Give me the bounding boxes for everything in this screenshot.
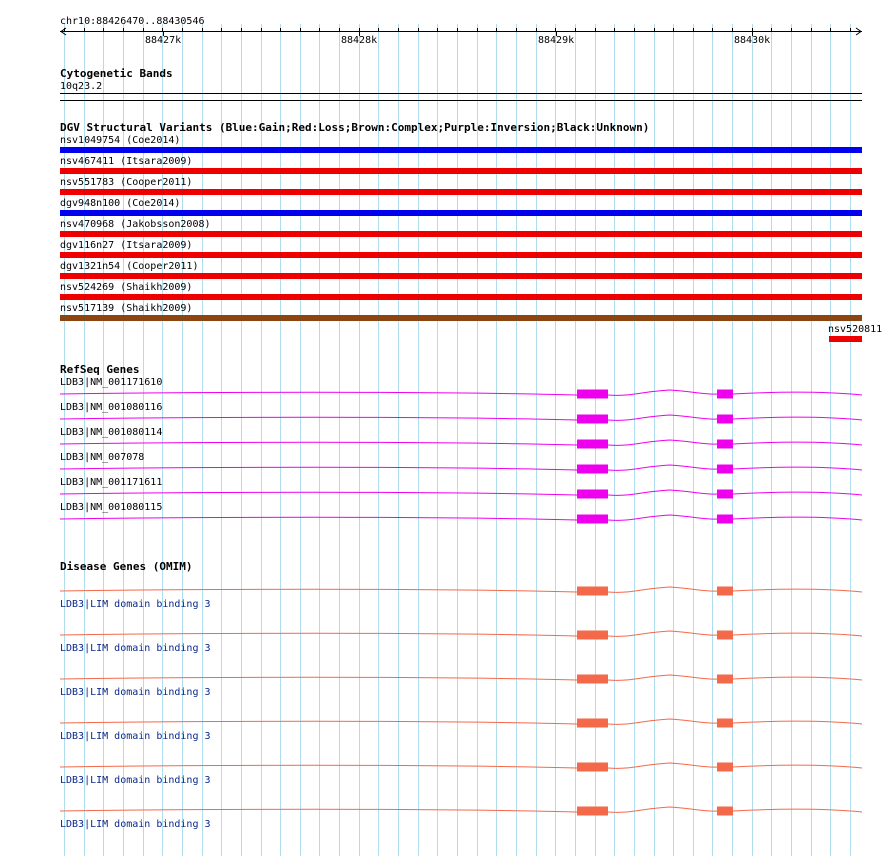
omim-gene-intron-line bbox=[60, 631, 862, 636]
refseq-gene-intron-line bbox=[60, 390, 862, 395]
omim-gene-exon bbox=[717, 587, 733, 596]
refseq-gene-exon bbox=[717, 390, 733, 399]
refseq-gene-exon bbox=[717, 440, 733, 449]
refseq-track-title: RefSeq Genes bbox=[60, 363, 140, 376]
omim-gene-label[interactable]: LDB3|LIM domain binding 3 bbox=[60, 599, 211, 610]
omim-gene-label[interactable]: LDB3|LIM domain binding 3 bbox=[60, 819, 211, 830]
omim-gene-intron-line bbox=[60, 807, 862, 812]
dgv-variant-bar[interactable] bbox=[60, 252, 862, 258]
refseq-gene-exon bbox=[577, 490, 608, 499]
refseq-gene-exon bbox=[717, 415, 733, 424]
refseq-gene-intron-line bbox=[60, 440, 862, 445]
dgv-variant-bar[interactable] bbox=[60, 315, 862, 321]
omim-gene-label[interactable]: LDB3|LIM domain binding 3 bbox=[60, 731, 211, 742]
refseq-gene-exon bbox=[577, 440, 608, 449]
dgv-variant-label[interactable]: nsv517139 (Shaikh2009) bbox=[60, 303, 193, 314]
dgv-variant-bar[interactable] bbox=[60, 294, 862, 300]
refseq-gene-exon bbox=[717, 490, 733, 499]
refseq-gene-exon bbox=[717, 515, 733, 524]
dgv-variant-label[interactable]: dgv1321n54 (Cooper2011) bbox=[60, 261, 199, 272]
dgv-variant-bar[interactable] bbox=[60, 189, 862, 195]
omim-gene-intron-line bbox=[60, 719, 862, 724]
omim-gene-exon bbox=[717, 675, 733, 684]
refseq-gene-exon bbox=[577, 465, 608, 474]
omim-gene-exon bbox=[717, 807, 733, 816]
dgv-variant-bar[interactable] bbox=[60, 168, 862, 174]
omim-gene-exon bbox=[577, 631, 608, 640]
ruler-tick-label: 88429k bbox=[538, 35, 575, 46]
omim-gene-intron-line bbox=[60, 763, 862, 768]
dgv-variant-label[interactable]: nsv467411 (Itsara2009) bbox=[60, 156, 193, 167]
cytoband-track-title: Cytogenetic Bands bbox=[60, 67, 173, 80]
refseq-gene-exon bbox=[577, 515, 608, 524]
refseq-gene-label[interactable]: LDB3|NM_001080116 bbox=[60, 402, 163, 413]
refseq-gene-label[interactable]: LDB3|NM_001171611 bbox=[60, 477, 163, 488]
omim-gene-exon bbox=[577, 763, 608, 772]
dgv-variant-label[interactable]: nsv520811 bbox=[828, 324, 883, 335]
dgv-variant-bar[interactable] bbox=[60, 147, 862, 153]
dgv-variant-label[interactable]: nsv524269 (Shaikh2009) bbox=[60, 282, 193, 293]
refseq-gene-intron-line bbox=[60, 515, 862, 520]
dgv-variant-bar[interactable] bbox=[60, 231, 862, 237]
omim-gene-exon bbox=[717, 631, 733, 640]
omim-gene-label[interactable]: LDB3|LIM domain binding 3 bbox=[60, 775, 211, 786]
region-coordinate-label: chr10:88426470..88430546 bbox=[60, 16, 205, 27]
dgv-variant-bar[interactable] bbox=[60, 273, 862, 279]
refseq-gene-exon bbox=[577, 390, 608, 399]
omim-gene-intron-line bbox=[60, 675, 862, 680]
omim-gene-exon bbox=[577, 587, 608, 596]
omim-gene-intron-line bbox=[60, 587, 862, 592]
dgv-variant-label[interactable]: nsv551783 (Cooper2011) bbox=[60, 177, 193, 188]
ruler-tick-label: 88427k bbox=[145, 35, 182, 46]
omim-gene-label[interactable]: LDB3|LIM domain binding 3 bbox=[60, 687, 211, 698]
refseq-gene-label[interactable]: LDB3|NM_001171610 bbox=[60, 377, 163, 388]
omim-gene-exon bbox=[717, 719, 733, 728]
dgv-variant-label[interactable]: nsv1049754 (Coe2014) bbox=[60, 135, 181, 146]
refseq-gene-intron-line bbox=[60, 415, 862, 420]
refseq-gene-exon bbox=[577, 415, 608, 424]
omim-gene-label[interactable]: LDB3|LIM domain binding 3 bbox=[60, 643, 211, 654]
omim-gene-exon bbox=[717, 763, 733, 772]
refseq-gene-intron-line bbox=[60, 490, 862, 495]
cytoband-label: 10q23.2 bbox=[60, 81, 103, 92]
omim-gene-exon bbox=[577, 719, 608, 728]
ruler-tick-label: 88430k bbox=[734, 35, 771, 46]
omim-gene-exon bbox=[577, 675, 608, 684]
dgv-variant-label[interactable]: dgv948n100 (Coe2014) bbox=[60, 198, 181, 209]
dgv-variant-bar[interactable] bbox=[60, 210, 862, 216]
refseq-gene-label[interactable]: LDB3|NM_001080115 bbox=[60, 502, 163, 513]
refseq-gene-intron-line bbox=[60, 465, 862, 470]
refseq-gene-label[interactable]: LDB3|NM_007078 bbox=[60, 452, 145, 463]
omim-track-title: Disease Genes (OMIM) bbox=[60, 560, 193, 573]
dgv-track-title: DGV Structural Variants (Blue:Gain;Red:Loss;Brown:Complex;Purple:Inversion;Black:Unknown) bbox=[60, 121, 650, 134]
dgv-variant-bar[interactable] bbox=[829, 336, 862, 342]
dgv-variant-label[interactable]: dgv116n27 (Itsara2009) bbox=[60, 240, 193, 251]
omim-gene-exon bbox=[577, 807, 608, 816]
ruler-tick-label: 88428k bbox=[341, 35, 378, 46]
refseq-gene-exon bbox=[717, 465, 733, 474]
refseq-gene-label[interactable]: LDB3|NM_001080114 bbox=[60, 427, 163, 438]
dgv-variant-label[interactable]: nsv470968 (Jakobsson2008) bbox=[60, 219, 211, 230]
